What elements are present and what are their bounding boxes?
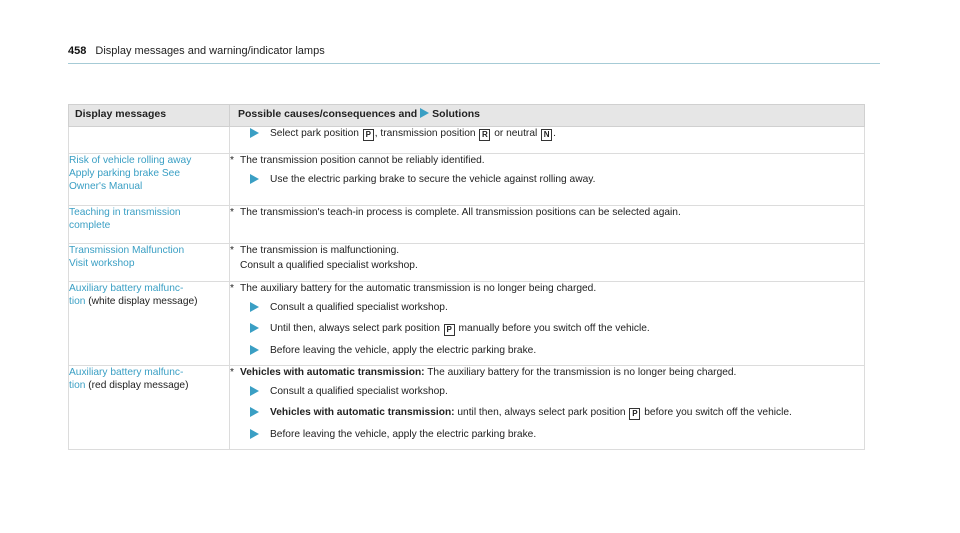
table-row bbox=[69, 366, 865, 450]
display-messages-table bbox=[68, 104, 865, 450]
cause-text: * The auxiliary battery for the automatic transmission is no longer being charged. bbox=[230, 283, 597, 294]
key-p: P bbox=[363, 129, 374, 141]
key-r: R bbox=[479, 129, 490, 141]
advice-text: Consult a qualified specialist workshop. bbox=[240, 260, 418, 271]
key-p: P bbox=[444, 324, 455, 336]
play-arrow-icon bbox=[250, 174, 260, 184]
table-header-row bbox=[69, 105, 865, 127]
key-n: N bbox=[541, 129, 552, 141]
play-arrow-icon bbox=[250, 345, 260, 355]
cause-text: * The transmission's teach-in process is complete. All transmission positions can be selected again. bbox=[230, 207, 681, 218]
play-arrow-icon bbox=[250, 323, 260, 333]
play-arrow-icon bbox=[250, 429, 260, 439]
solution-step: Before leaving the vehicle, apply the electric parking brake. bbox=[250, 428, 864, 441]
play-arrow-icon bbox=[250, 407, 260, 417]
cause-text: * The transmission is malfunctioning. bbox=[230, 245, 400, 256]
solution-step: Until then, always select park position P manually before you switch off the vehicle. bbox=[250, 322, 864, 336]
table-row bbox=[69, 154, 865, 206]
solution-step: Vehicles with automatic transmission: until then, always select park position P before you switch off the vehicle. bbox=[250, 406, 864, 420]
table-row bbox=[69, 282, 865, 366]
solution-step: Select park position P , transmission position R or neutral N . bbox=[250, 127, 864, 141]
col-header-display-messages: Display messages bbox=[69, 105, 230, 127]
page-number: 458 bbox=[68, 45, 87, 57]
table-row bbox=[69, 206, 865, 244]
table-row bbox=[69, 127, 865, 154]
display-message: Transmission Malfunction Visit workshop bbox=[69, 244, 230, 282]
play-arrow-icon bbox=[250, 386, 260, 396]
play-arrow-icon bbox=[420, 108, 429, 122]
display-message: Auxiliary battery malfunc- tion (white display message) bbox=[69, 282, 230, 366]
solution-step: Before leaving the vehicle, apply the electric parking brake. bbox=[250, 344, 864, 357]
display-message: Teaching in transmission complete bbox=[69, 206, 230, 244]
play-arrow-icon bbox=[250, 128, 260, 138]
section-title: Display messages and warning/indicator lamps bbox=[95, 45, 325, 57]
play-arrow-icon bbox=[250, 302, 260, 312]
cause-text: * The transmission position cannot be reliably identified. bbox=[230, 155, 485, 166]
page-header bbox=[68, 45, 880, 64]
display-message: Risk of vehicle rolling away Apply parking brake See Owner's Manual bbox=[69, 154, 230, 206]
solution-step: Use the electric parking brake to secure the vehicle against rolling away. bbox=[250, 173, 864, 186]
table-row bbox=[69, 244, 865, 282]
solution-step: Consult a qualified specialist workshop. bbox=[250, 385, 864, 398]
key-p: P bbox=[629, 408, 640, 420]
cause-text: * Vehicles with automatic transmission: The auxiliary battery for the transmission is no longer being charged. bbox=[230, 367, 737, 378]
col-header-causes-solutions: Possible causes/consequences and Solutions bbox=[230, 105, 865, 127]
display-message: Auxiliary battery malfunc- tion (red display message) bbox=[69, 366, 230, 450]
solution-step: Consult a qualified specialist workshop. bbox=[250, 301, 864, 314]
